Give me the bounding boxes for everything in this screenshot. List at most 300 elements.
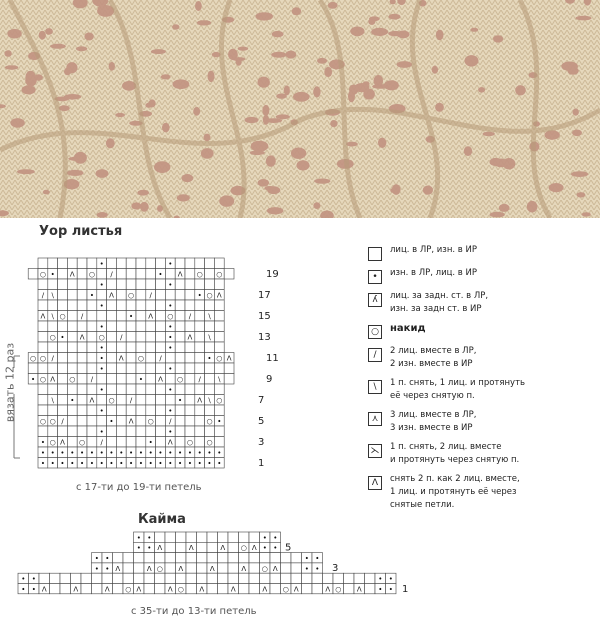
legend-text <box>390 473 520 512</box>
edging-cell <box>176 532 187 542</box>
lace-hole <box>263 115 269 125</box>
lace-hole <box>10 118 24 128</box>
chart-cell <box>67 384 77 395</box>
edging-cell <box>186 532 197 542</box>
stitch-symbol: • <box>207 449 212 457</box>
chart-cell <box>195 437 205 448</box>
chart-cell <box>205 269 215 280</box>
stitch-symbol: • <box>105 554 110 563</box>
stitch-symbol: • <box>21 585 26 594</box>
lace-hole <box>371 28 388 36</box>
stitch-symbol: ○ <box>177 375 184 384</box>
chart-cell <box>107 342 117 353</box>
chart-cell <box>175 363 185 374</box>
chart-cell <box>205 363 215 374</box>
chart-cell <box>205 321 215 332</box>
chart-cell <box>28 269 38 280</box>
row-number-7: 7 <box>258 395 265 406</box>
edging-cell <box>260 573 271 583</box>
legend-symbol-box: ○ <box>368 325 382 339</box>
chart-cell <box>136 395 146 406</box>
chart-cell <box>116 363 126 374</box>
stitch-symbol: ○ <box>128 291 135 300</box>
chart-cell <box>38 332 48 343</box>
lace-hole <box>324 67 332 77</box>
chart-cell <box>126 269 136 280</box>
lace-hole <box>314 179 330 184</box>
stitch-symbol: • <box>178 459 183 468</box>
lace-hole <box>576 16 592 21</box>
chart-cell <box>87 279 97 290</box>
chart-cell <box>165 353 175 364</box>
chart-cell <box>87 363 97 374</box>
stitch-symbol: • <box>31 375 36 384</box>
lace-hole <box>572 130 582 137</box>
legend-line: 2 лиц. вместе в ЛР, <box>390 346 477 356</box>
stitch-symbol: \ <box>208 333 211 342</box>
stitch-symbol: • <box>168 333 173 342</box>
stitch-symbol: • <box>168 302 173 310</box>
edging-title: Кайма <box>138 512 186 527</box>
chart-cell <box>126 363 136 374</box>
lace-hole <box>292 7 301 15</box>
chart-cell <box>146 258 156 269</box>
chart-cell <box>77 416 87 427</box>
stitch-symbol: • <box>119 449 124 457</box>
chart-cell <box>107 363 117 374</box>
chart-cell <box>205 426 215 437</box>
chart-cell <box>87 311 97 322</box>
edging-cell <box>134 563 145 573</box>
chart-cell <box>195 363 205 374</box>
chart-cell <box>67 342 77 353</box>
edging-cell <box>186 584 197 594</box>
symbol-legend <box>368 244 596 518</box>
stitch-symbol: ○ <box>261 564 268 573</box>
lace-hole <box>297 160 310 170</box>
chart-cell <box>156 311 166 322</box>
chart-cell <box>58 426 68 437</box>
chart-cell <box>156 384 166 395</box>
edging-cell <box>134 573 145 583</box>
stitch-symbol: • <box>197 459 202 468</box>
edging-cell <box>123 563 134 573</box>
stitch-symbol: ○ <box>206 291 213 300</box>
stitch-symbol: / <box>159 354 162 363</box>
stitch-symbol: Λ <box>146 564 152 573</box>
chart-cell <box>175 384 185 395</box>
chart-cell <box>214 405 224 416</box>
stitch-symbol: / <box>169 417 172 426</box>
stitch-symbol: Λ <box>73 585 79 594</box>
chart-cell <box>107 374 117 385</box>
chart-cell <box>195 405 205 416</box>
edging-cell <box>155 573 166 583</box>
chart-cell <box>165 290 175 301</box>
legend-line: лиц. в ЛР, изн. в ИР <box>390 245 477 255</box>
lace-hole <box>195 1 202 11</box>
stitch-symbol: • <box>187 449 192 457</box>
legend-line: 1 п. снять, 1 лиц. и протянуть <box>390 378 526 388</box>
lace-hole <box>67 170 84 176</box>
lace-hole <box>549 183 564 192</box>
edging-cell <box>144 573 155 583</box>
edging-cell <box>165 542 176 552</box>
chart-cell <box>156 395 166 406</box>
lace-hole <box>161 74 171 79</box>
lace-hole <box>109 62 115 71</box>
stitch-symbol: • <box>99 449 104 457</box>
chart-cell <box>214 437 224 448</box>
chart-cell <box>146 426 156 437</box>
legend-line: снятые петли. <box>390 500 455 510</box>
stitch-symbol: ○ <box>79 438 86 447</box>
chart-cell <box>116 258 126 269</box>
chart-cell <box>48 279 58 290</box>
stitch-symbol: Λ <box>356 585 362 594</box>
lace-hole <box>493 35 503 42</box>
lace-hole <box>582 212 591 216</box>
pattern-title: Уор листья <box>39 224 123 239</box>
chart-cell <box>175 311 185 322</box>
legend-line: 1 лиц. и протянуть её через <box>390 487 517 497</box>
chart-cell <box>195 258 205 269</box>
stitch-symbol: • <box>304 554 309 563</box>
chart-cell <box>156 300 166 311</box>
chart-cell <box>87 321 97 332</box>
chart-cell <box>107 426 117 437</box>
stitch-symbol: \ <box>51 291 54 300</box>
lace-hole <box>258 179 269 187</box>
edging-cell <box>344 584 355 594</box>
edging-cell <box>207 553 218 563</box>
chart-cell <box>136 332 146 343</box>
lace-hole <box>106 138 115 148</box>
chart-cell <box>67 332 77 343</box>
legend-line: её через снятую п. <box>390 391 475 401</box>
stitch-symbol: / <box>188 312 192 321</box>
stitch-symbol: • <box>70 396 75 405</box>
row-number-19: 19 <box>266 269 279 280</box>
chart-cell <box>175 426 185 437</box>
lace-hole <box>84 33 93 41</box>
stitch-symbol: • <box>99 407 104 415</box>
row-number-15: 15 <box>258 311 271 322</box>
legend-text <box>390 267 477 280</box>
chart-cell <box>136 300 146 311</box>
chart-cell <box>28 363 38 374</box>
chart-cell <box>116 405 126 416</box>
edging-cell <box>207 584 218 594</box>
edging-cell <box>176 553 187 563</box>
chart-cell <box>185 395 195 406</box>
lace-hole <box>208 71 215 82</box>
stitch-symbol: Λ <box>158 375 163 384</box>
lace-hole <box>490 212 505 218</box>
stitch-symbol: • <box>40 449 45 457</box>
legend-line: снять 2 п. как 2 лиц. вместе, <box>390 474 520 484</box>
chart-cell <box>214 258 224 269</box>
chart-cell <box>38 300 48 311</box>
stitch-symbol: \ <box>208 312 211 321</box>
legend-text <box>390 441 519 467</box>
lace-hole <box>45 28 53 35</box>
chart-cell <box>126 353 136 364</box>
lace-hole <box>350 27 364 37</box>
stitch-symbol: • <box>168 407 173 415</box>
lace-hole <box>272 31 284 37</box>
chart-cell <box>126 384 136 395</box>
chart-cell <box>67 405 77 416</box>
stitch-symbol: Λ <box>40 312 46 321</box>
edging-cell <box>312 584 323 594</box>
stitch-symbol: ○ <box>30 354 37 363</box>
chart-cell <box>205 279 215 290</box>
edging-cell <box>260 553 271 563</box>
lace-hole <box>264 186 275 191</box>
edging-cell <box>281 553 292 563</box>
lace-hole <box>39 31 46 40</box>
lace-hole <box>251 141 269 152</box>
chart-cell <box>58 405 68 416</box>
stitch-symbol: Λ <box>272 564 278 573</box>
row-number-17: 17 <box>258 290 271 301</box>
lace-hole <box>197 20 211 25</box>
chart-cell <box>175 416 185 427</box>
stitch-symbol: ○ <box>88 270 95 279</box>
edging-cell <box>92 573 103 583</box>
stitch-symbol: Λ <box>199 585 205 594</box>
chart-cell <box>58 300 68 311</box>
row-number-5: 5 <box>258 416 265 427</box>
chart-cell <box>58 269 68 280</box>
stitch-symbol: • <box>99 365 104 373</box>
stitch-symbol: Λ <box>167 585 173 594</box>
stitch-symbol: • <box>388 575 393 584</box>
chart-cell <box>185 279 195 290</box>
stitch-symbol: Λ <box>216 291 222 300</box>
stitch-symbol: ○ <box>39 270 46 279</box>
edging-cell <box>39 573 50 583</box>
chart-cell <box>48 405 58 416</box>
lace-hole <box>219 195 234 206</box>
stitch-symbol: ○ <box>125 585 132 594</box>
lace-hole <box>177 194 190 201</box>
edging-cell <box>176 542 187 552</box>
lace-hole <box>397 61 413 68</box>
stitch-symbol: • <box>197 449 202 457</box>
lace-hole <box>328 2 338 9</box>
stitch-symbol: ○ <box>186 438 193 447</box>
edging-cell <box>123 553 134 563</box>
stitch-symbol: • <box>378 575 383 584</box>
chart-cell <box>175 279 185 290</box>
lace-hole <box>378 138 386 148</box>
lace-hole <box>330 120 337 127</box>
chart-cell <box>146 353 156 364</box>
stitch-symbol: • <box>60 459 65 468</box>
legend-item <box>368 345 596 371</box>
chart-cell <box>156 321 166 332</box>
stitch-symbol: ○ <box>49 438 56 447</box>
chart-cell <box>185 353 195 364</box>
edging-cell <box>155 532 166 542</box>
lace-hole <box>137 190 149 196</box>
edging-cell <box>218 573 229 583</box>
stitch-symbol: / <box>51 354 54 363</box>
edging-cell <box>281 563 292 573</box>
chart-cell <box>175 290 185 301</box>
stitch-symbol: \ <box>218 375 221 384</box>
stitch-symbol: • <box>70 449 75 457</box>
lace-hole <box>571 171 588 177</box>
stitch-symbol: Λ <box>197 396 203 405</box>
chart-cell <box>175 321 185 332</box>
stitch-symbol: • <box>315 564 320 573</box>
stitch-symbol: • <box>89 449 94 457</box>
stitch-symbol: • <box>50 449 55 457</box>
chart-cell <box>77 374 87 385</box>
chart-cell <box>107 300 117 311</box>
stitch-symbol: • <box>138 375 143 384</box>
stitch-symbol: • <box>94 564 99 573</box>
stitch-symbol: Λ <box>69 270 75 279</box>
stitch-symbol: Λ <box>220 544 226 553</box>
stitch-symbol: Λ <box>89 396 95 405</box>
chart-cell <box>77 405 87 416</box>
edging-cell <box>123 573 134 583</box>
stitch-symbol: • <box>168 459 173 468</box>
lace-hole <box>293 92 310 102</box>
stitch-symbol: \ <box>51 312 54 321</box>
edging-cell <box>186 573 197 583</box>
edging-cell <box>176 573 187 583</box>
lace-hole <box>151 49 166 54</box>
repeat-label: вязать 12 раз <box>3 342 17 423</box>
lace-hole <box>22 85 36 94</box>
chart-cell <box>87 384 97 395</box>
chart-cell <box>146 342 156 353</box>
edging-cell <box>207 532 218 542</box>
chart-cell <box>116 374 126 385</box>
legend-line: 3 лиц. вместе в ЛР, <box>390 410 477 420</box>
lace-hole <box>368 19 375 25</box>
lace-hole <box>271 52 286 58</box>
lace-hole <box>573 109 579 116</box>
stitch-symbol: • <box>89 459 94 468</box>
chart-cell <box>136 437 146 448</box>
edging-cell <box>144 584 155 594</box>
lace-hole <box>97 212 108 218</box>
legend-item <box>368 377 596 403</box>
chart-cell <box>136 416 146 427</box>
chart-cell <box>107 258 117 269</box>
stitch-symbol: ○ <box>147 417 154 426</box>
chart-cell <box>67 321 77 332</box>
lace-hole <box>162 123 170 133</box>
row-number-3: 3 <box>258 437 265 448</box>
edging-cell <box>354 573 365 583</box>
lace-hole <box>238 47 249 51</box>
edging-cell <box>165 532 176 542</box>
stitch-symbol: Λ <box>157 544 163 553</box>
stitch-symbol: Λ <box>41 585 47 594</box>
chart-cell <box>58 342 68 353</box>
stitch-symbol: Λ <box>226 354 232 363</box>
lace-hole <box>115 113 125 117</box>
stitch-symbol: • <box>40 459 45 468</box>
stitch-symbol: • <box>50 459 55 468</box>
chart-cell <box>67 426 77 437</box>
row-number-11: 11 <box>266 353 279 364</box>
chart-cell <box>224 374 234 385</box>
chart-cell <box>38 426 48 437</box>
stitch-symbol: • <box>168 260 173 268</box>
stitch-symbol: ○ <box>108 396 115 405</box>
chart-cell <box>205 258 215 269</box>
edging-cell <box>144 553 155 563</box>
lace-hole <box>250 151 265 156</box>
lace-hole <box>577 192 586 197</box>
lace-hole <box>291 148 306 159</box>
lace-hole <box>470 28 478 32</box>
chart-cell <box>165 269 175 280</box>
chart-cell <box>77 342 87 353</box>
stitch-symbol: • <box>136 544 141 553</box>
edging-cell <box>218 532 229 542</box>
edging-cell <box>291 563 302 573</box>
lace-hole <box>255 12 273 20</box>
lace-hole <box>527 201 538 213</box>
stitch-symbol: Λ <box>188 544 194 553</box>
stitch-symbol: Λ <box>209 564 215 573</box>
chart-cell <box>77 363 87 374</box>
chart-cell <box>136 269 146 280</box>
stitch-symbol: \ <box>208 396 211 405</box>
lace-hole <box>182 174 194 182</box>
stitch-symbol: • <box>70 459 75 468</box>
lace-hole <box>5 65 18 70</box>
chart-cell <box>87 353 97 364</box>
stitch-symbol: ○ <box>216 354 223 363</box>
lace-hole <box>7 29 21 39</box>
chart-cell <box>97 395 107 406</box>
stitch-symbol: • <box>217 417 222 426</box>
edging-cell <box>134 553 145 563</box>
stitch-symbol: • <box>158 449 163 457</box>
stitch-symbol: / <box>110 270 113 279</box>
chart-cell <box>195 416 205 427</box>
chart-cell <box>224 363 234 374</box>
lace-hole <box>17 169 35 174</box>
chart-cell <box>136 258 146 269</box>
stitch-symbol: • <box>99 354 104 363</box>
pattern-caption: с 17-ти до 19-ти петель <box>76 482 202 493</box>
stitch-symbol: ○ <box>206 417 213 426</box>
edging-cell <box>50 573 61 583</box>
chart-cell <box>126 405 136 416</box>
chart-cell <box>116 269 126 280</box>
edging-row-number-5: 5 <box>285 542 292 554</box>
chart-cell <box>58 353 68 364</box>
stitch-symbol: • <box>99 459 104 468</box>
chart-cell <box>175 437 185 448</box>
edging-cell <box>186 553 197 563</box>
chart-cell <box>156 437 166 448</box>
edging-cell <box>81 573 92 583</box>
chart-cell <box>156 290 166 301</box>
edging-cell <box>186 563 197 573</box>
